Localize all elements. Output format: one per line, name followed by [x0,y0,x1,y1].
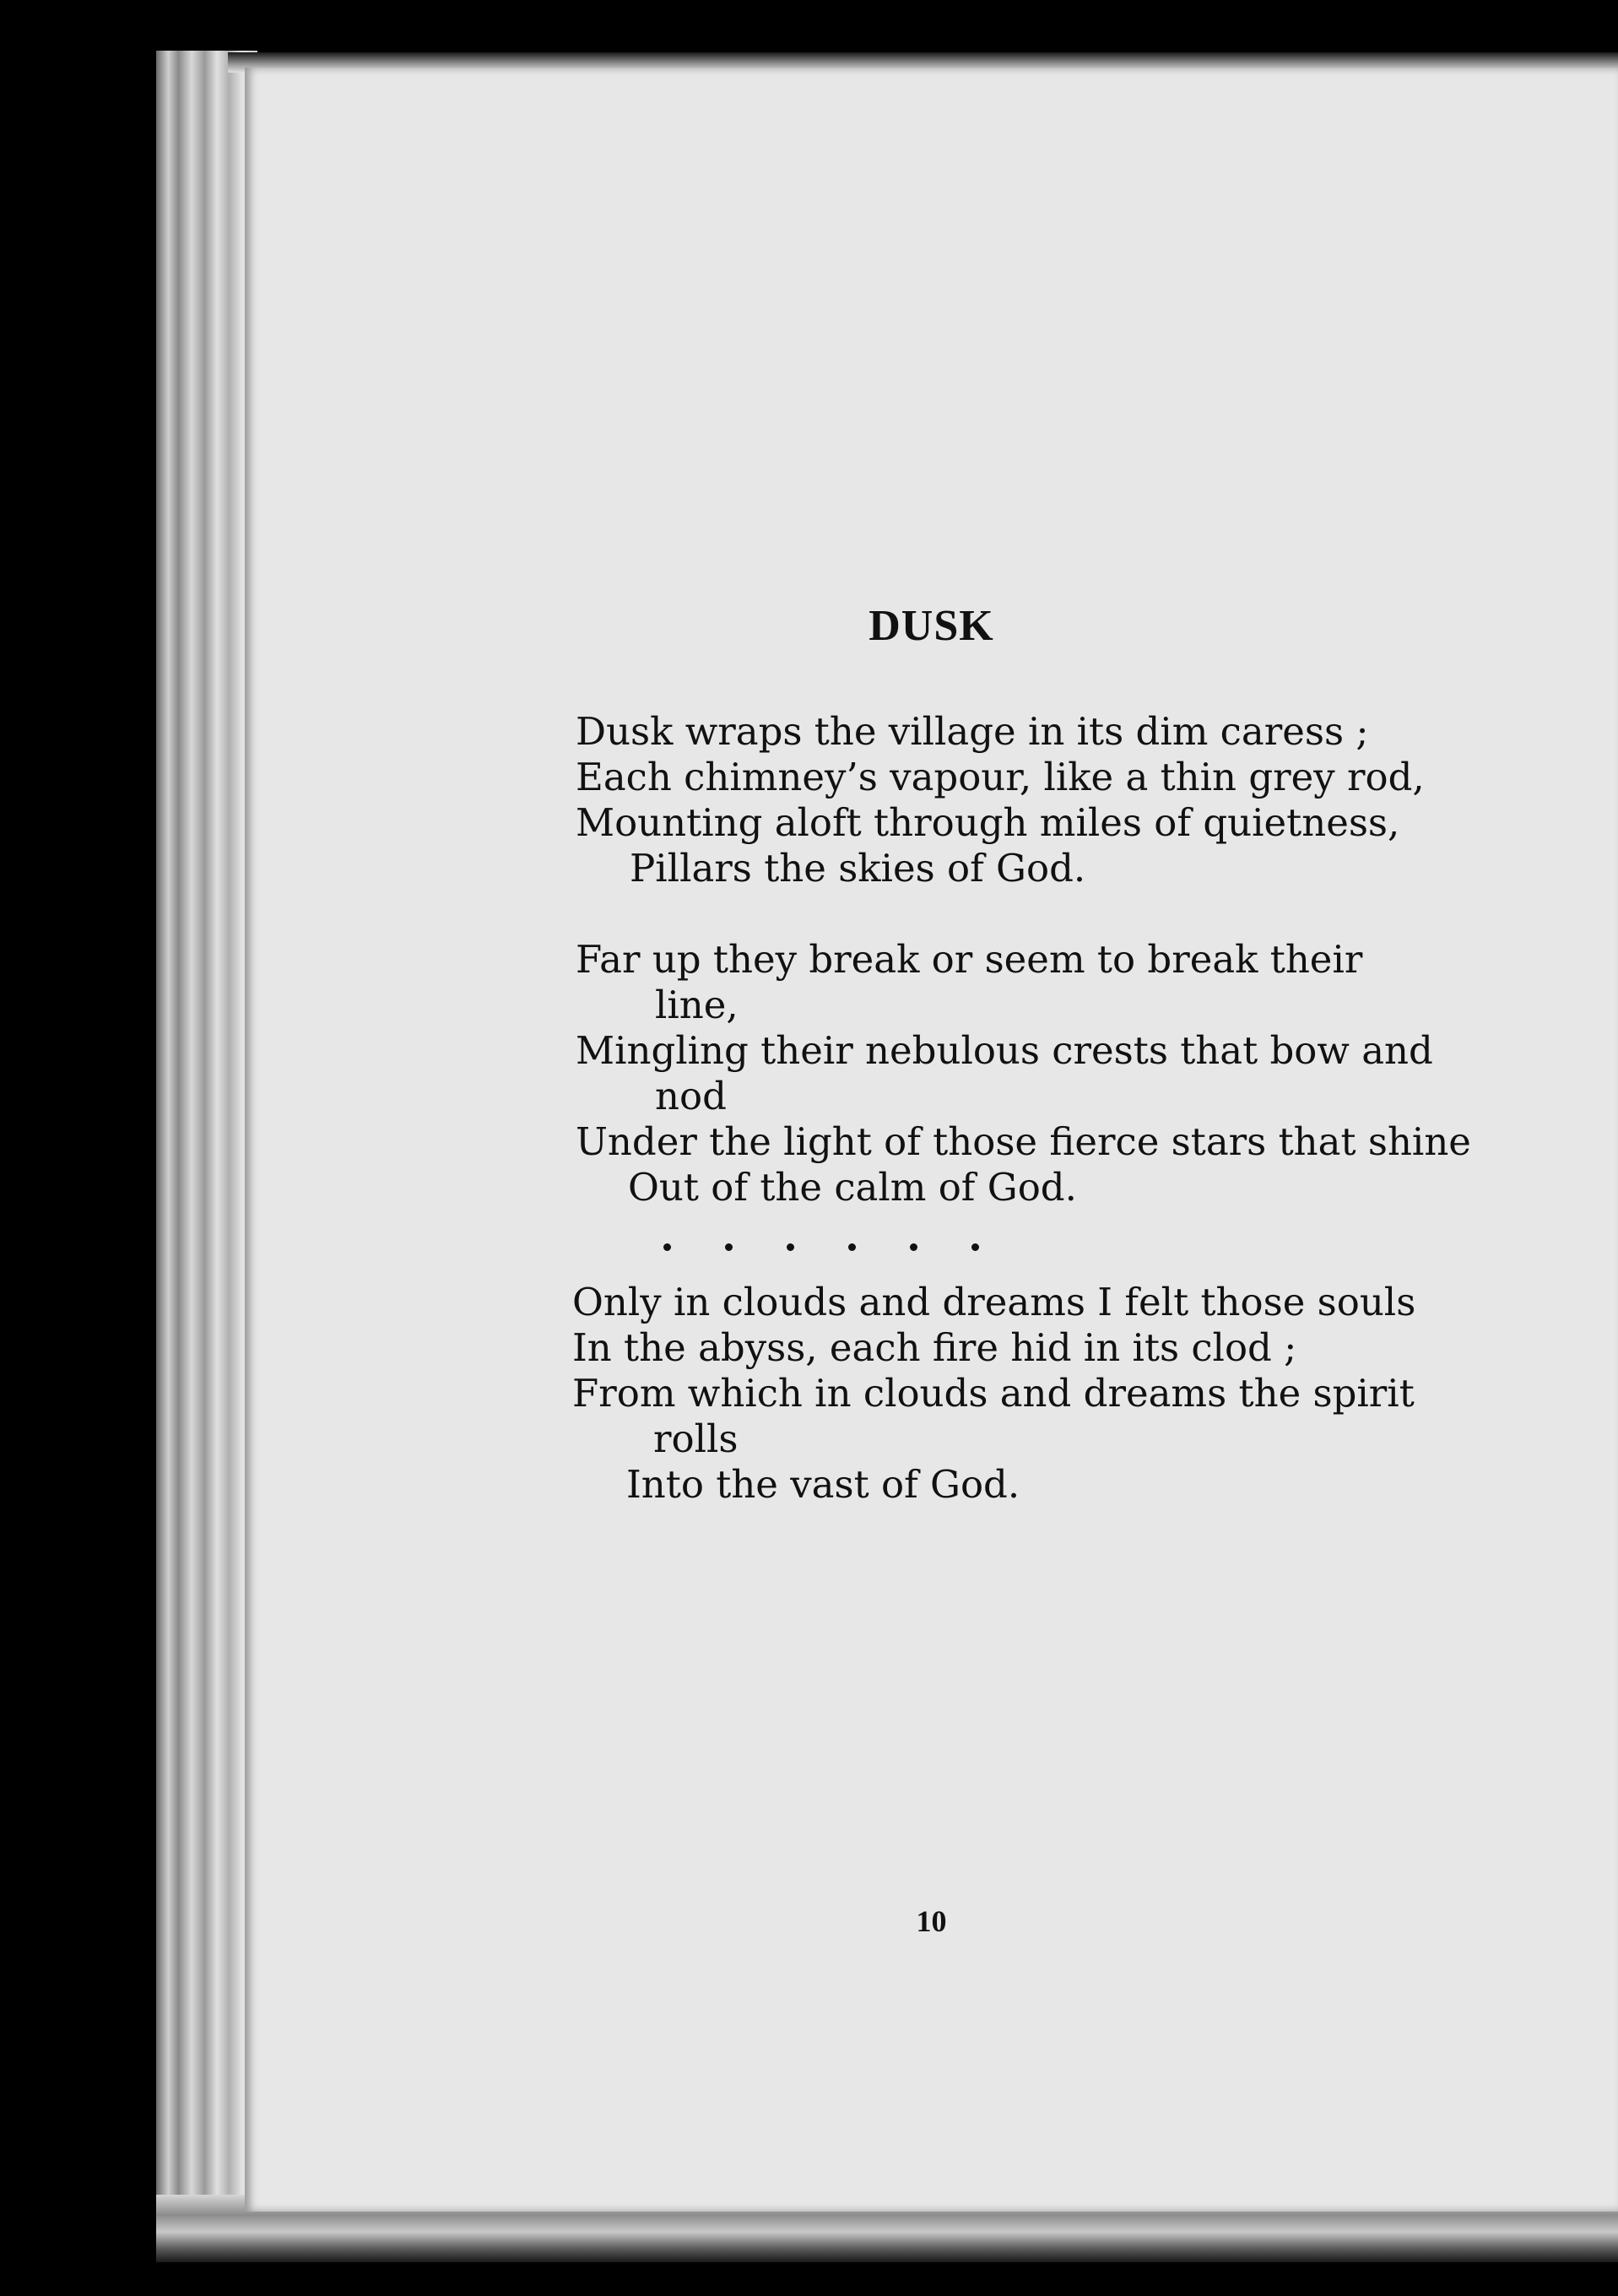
poem-line: Into the vast of God. [626,1462,1020,1507]
dot [848,1243,856,1251]
poem-line: Dusk wraps the village in its dim caress ; [576,709,1369,754]
poem-line: In the abyss, each fire hid in its clod ; [572,1325,1297,1370]
poem-line: Mingling their nebulous crests that bow and [576,1028,1433,1073]
dot [725,1243,733,1251]
poem-line: Mounting aloft through miles of quietness, [576,800,1400,845]
poem-line: line, [655,983,739,1027]
poem-line: Pillars the skies of God. [630,846,1086,891]
page-number: 10 [916,1904,947,1938]
poem-line: From which in clouds and dreams the spirit [572,1371,1415,1416]
dot [910,1243,917,1251]
page-edges-left [156,51,257,2228]
poem-title: DUSK [869,602,994,650]
book-page [245,68,1618,2212]
poem-line: Each chimney’s vapour, like a thin grey rod, [576,755,1425,799]
poem-line: Far up they break or seem to break their [576,937,1363,982]
poem-line: Only in clouds and dreams I felt those souls [572,1280,1416,1324]
poem-line: nod [655,1074,727,1118]
poem-line: Under the light of those fierce stars that shine [576,1119,1471,1164]
poem-line: Out of the calm of God. [628,1165,1077,1210]
dot [663,1243,671,1251]
dot [971,1243,979,1251]
dot [787,1243,794,1251]
poem-line: rolls [653,1416,739,1461]
